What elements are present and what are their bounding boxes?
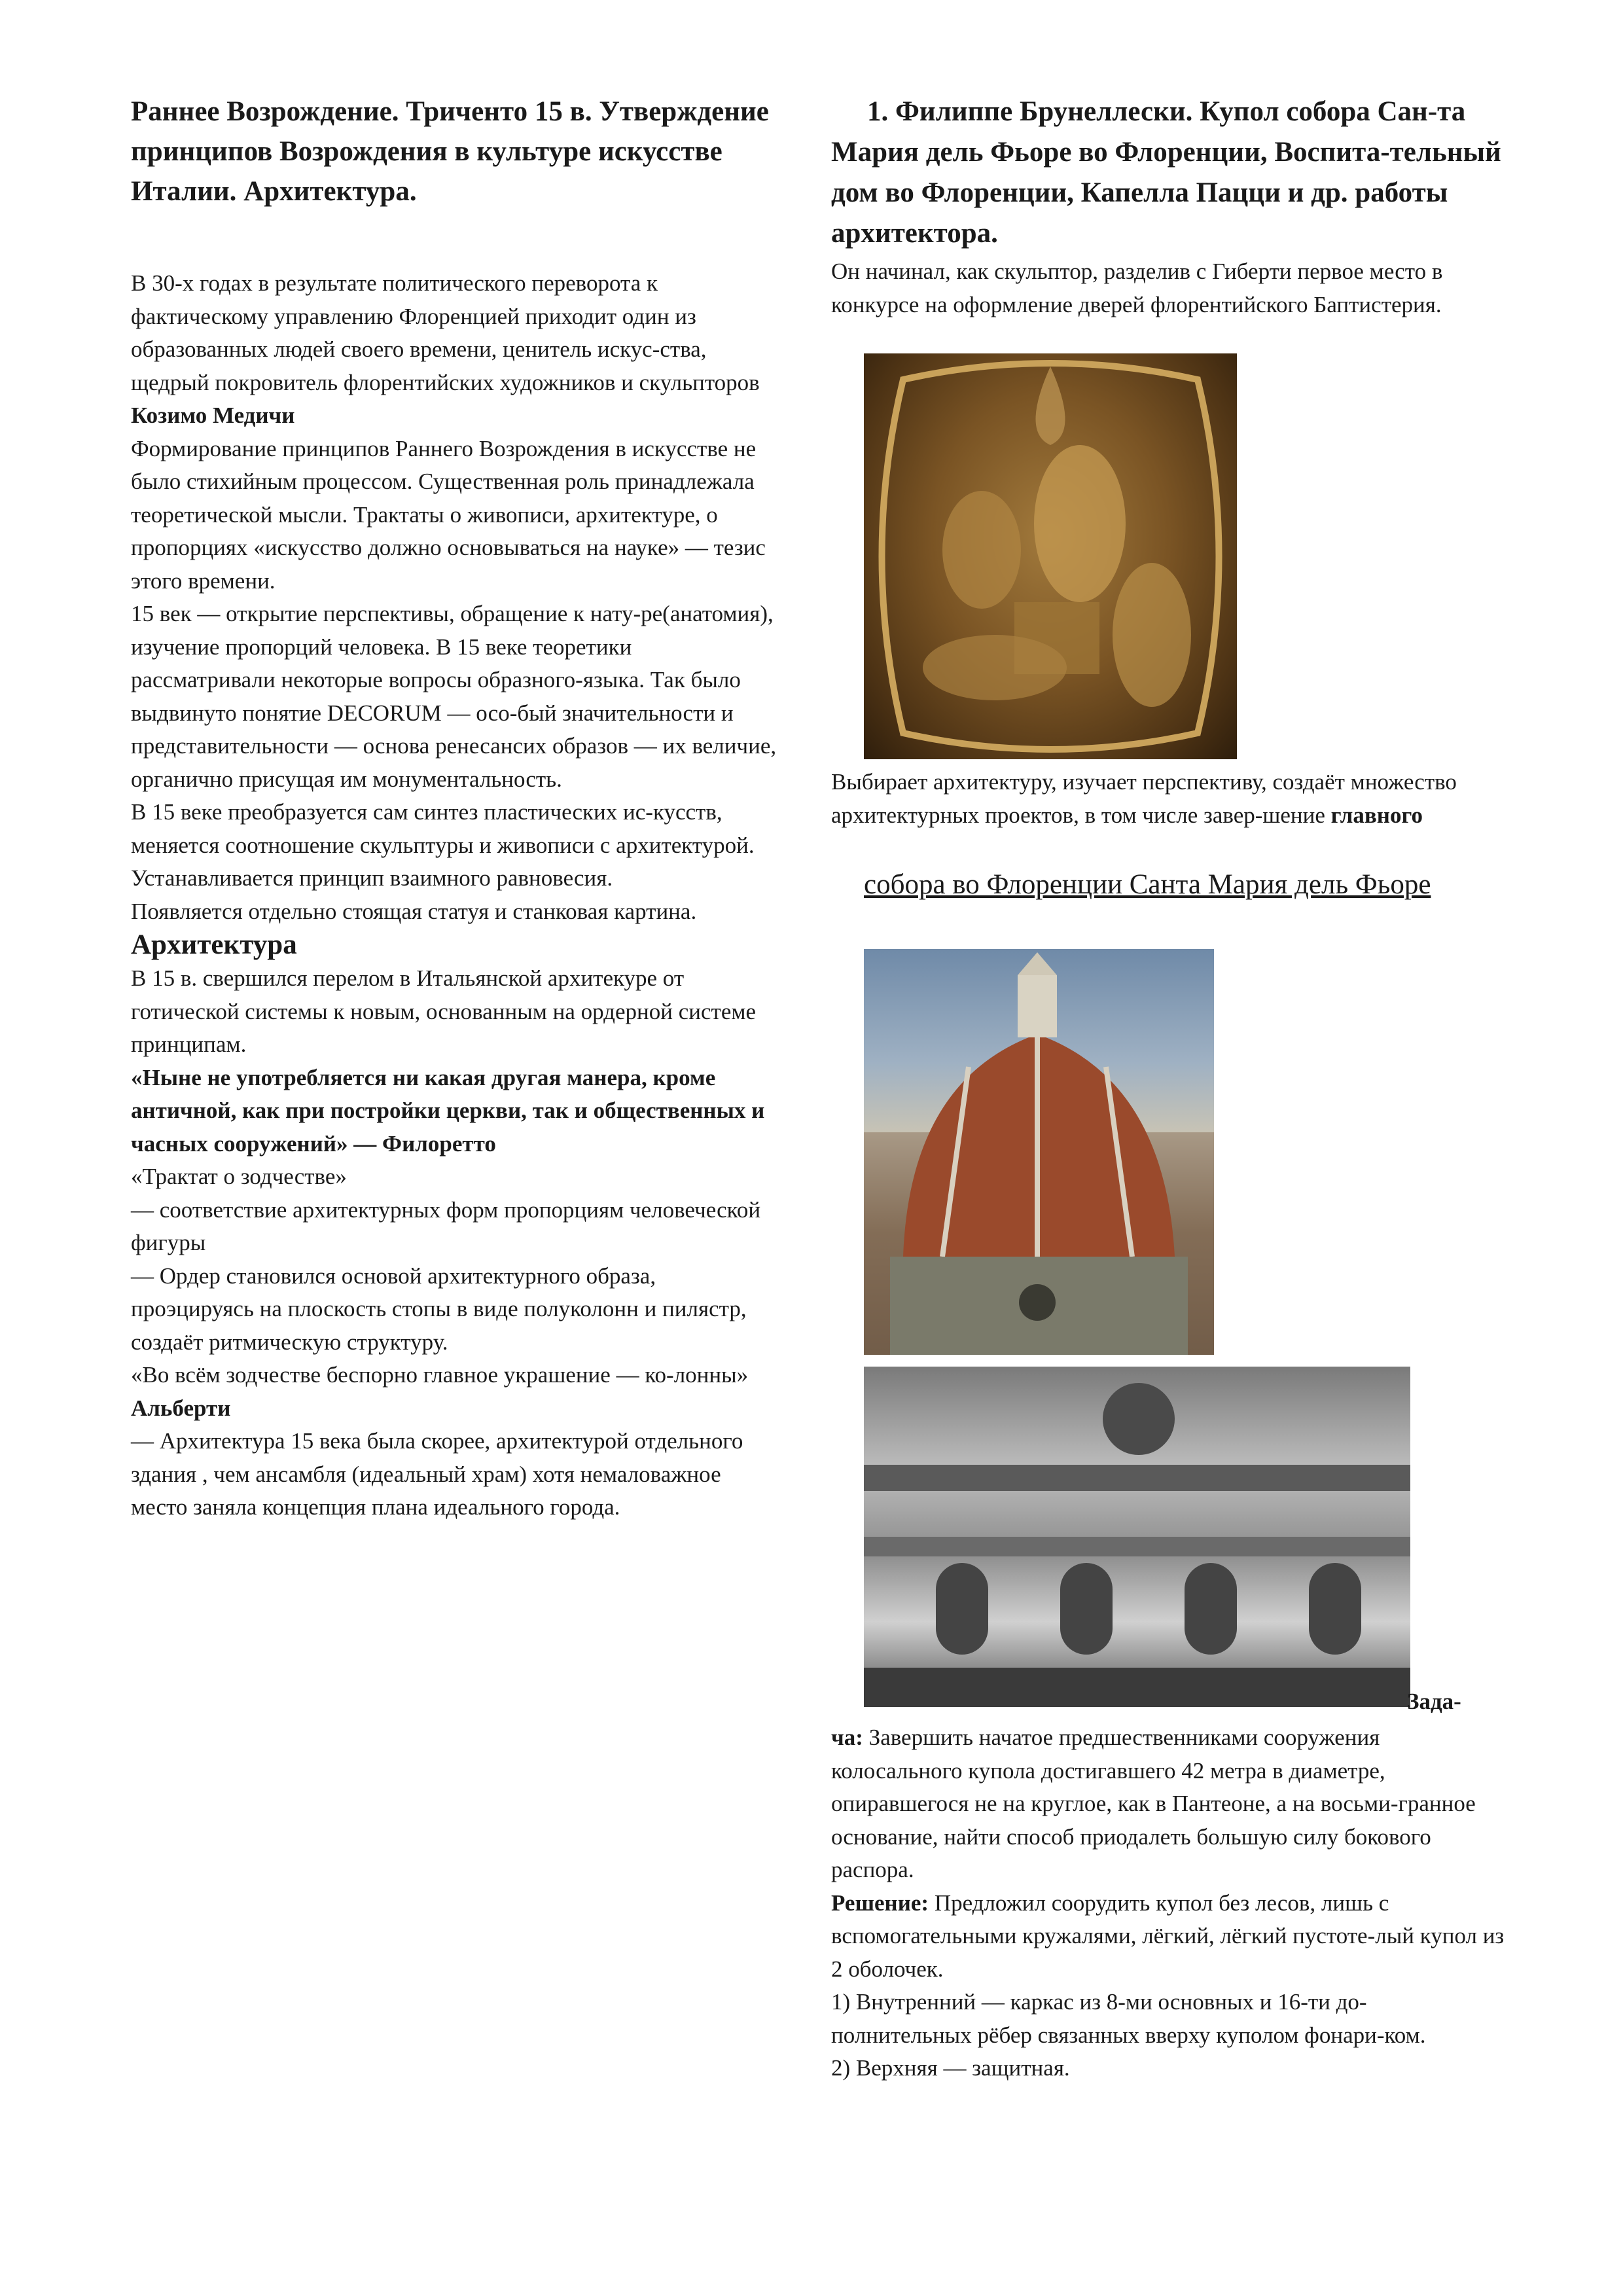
ghiberti-door-relief-image [864, 353, 1237, 759]
solution-label: Решение: [831, 1890, 929, 1916]
dome-drawing [864, 949, 1214, 1355]
right-p2-bold: главного [1330, 802, 1423, 828]
task-label-start: Зада- [1407, 1689, 1461, 1714]
drum-drawing [864, 1367, 1410, 1707]
left-title: Раннее Возрождение. Триченто 15 в. Утверждение принципов Возрождения в культуре искусстве Италии. Архитектура. [131, 96, 769, 207]
alberti-name: Альберти [131, 1395, 231, 1421]
right-p2-text: Выбирает архитектуру, изучает перспективу, создаёт множество архитектурных проектов, в том числе завер-шение [831, 769, 1457, 828]
relief-drawing [864, 353, 1237, 759]
solution-text: Предложил соорудить купол без лесов, лишь с вспомогательными кружалями, лёгкий, лёгкий пустоте-лый купол из 2 оболочек. [831, 1890, 1505, 1982]
right-title: 1. Филиппе Брунеллески. Купол собора Сан-та Мария дель Фьоре во Флоренции, Воспита-тельный дом во Флоренции, Капелла Пацци и др. работы архитектора. [831, 96, 1501, 249]
task-label: ча: [831, 1725, 863, 1750]
left-paragraph-1 [131, 267, 779, 433]
cosimo-medici: Козимо Медичи [131, 403, 295, 428]
left-paragraph-11: — Архитектура 15 века была скорее, архитектурой отдельного здания , чем ансамбля (идеальный храм) хотя немаловажное место заняла концепция плана идеального города. [131, 1428, 743, 1520]
treatise-title: «Трактат о зодчестве» [131, 1164, 347, 1189]
left-p1-text: В 30-х годах в результате политического переворота к фактическому управлению Флоренцией приходит один из образованных людей своего времени, ценитель искус-ства, щедрый покровитель флорентийских художников и скульпторов [131, 270, 760, 395]
left-paragraph-2 [131, 433, 779, 598]
dome-drum-detail-image [864, 1367, 1410, 1707]
solution-item-1: 1) Внутренний — каркас из 8-ми основных и 16-ти до-полнительных рёбер связанных вверху куполом фонари-ком. [831, 1989, 1426, 2048]
alberti-quote: «Во всём зодчестве беспорно главное украшение — ко-лонны» [131, 1362, 749, 1388]
florence-cathedral-dome-image [864, 949, 1214, 1355]
task-paragraph [831, 1721, 1505, 1887]
left-paragraph-8: — соответствие архитектурных форм пропорциям человеческой фигуры [131, 1196, 761, 1255]
left-paragraph-6: В 15 в. свершился перелом в Итальянской архитекуре от готической системы к новым, основанным на ордерной системе принципам. [131, 965, 757, 1057]
right-paragraph-1: Он начинал, как скульптор, разделив с Гиберти первое место в конкурсе на оформление дверей флорентийского Баптистерия. [831, 259, 1443, 317]
left-paragraph-4: В 15 веке преобразуется сам синтез пластических ис-кусств, меняется соотношение скульптуры и живописи с архитектурой. Устанавливается принцип взаимного равновесия. [131, 799, 755, 891]
left-paragraph-10 [131, 1359, 779, 1425]
solution-paragraph [831, 1887, 1505, 1986]
right-intro [831, 255, 1505, 321]
architecture-subhead: Архитектура [131, 929, 297, 960]
left-body [131, 267, 779, 1524]
left-paragraph-5: Появляется отдельно стоящая статуя и станковая картина. [131, 898, 697, 924]
left-paragraph-9: — Ордер становился основой архитектурного образа, проэцируясь на плоскость стопы в виде полуколонн и пилястр, создаёт ритмическую структуру. [131, 1263, 747, 1355]
left-paragraph-7 [131, 1062, 779, 1194]
solution-item-2: 2) Верхняя — защитная. [831, 2055, 1070, 2081]
right-choice [831, 766, 1505, 832]
left-p2-text: Формирование принципов Раннего Возрождения в искусстве не было стихийным процессом. Существенная роль принадлежала теоретической мысли. Трактаты о живописи, архитектуре, о пропорциях «искусство должно основываться на науке» — тезис этого времени. [131, 435, 766, 594]
filarete-quote: «Ныне не употребляется ни какая другая манера, кроме античной, как при постройки церкви, так и общественных и часных сооружений» — Филоретто [131, 1064, 765, 1157]
right-task [831, 1721, 1505, 2085]
task-text: Завершить начатое предшественниками сооружения колосального купола достигавшего 42 метра в диаметре, опиравшегося не на круглое, как в Пантеоне, а на восьми-гранное основание, найти способ приодалеть большую силу бокового распора. [831, 1725, 1476, 1882]
left-column [131, 0, 779, 2296]
cathedral-caption-link[interactable]: собора во Флоренции Санта Мария дель Фьоре [864, 869, 1431, 900]
right-paragraph-2 [831, 766, 1505, 832]
left-paragraph-3: 15 век — открытие перспективы, обращение к нату-ре(анатомия), изучение пропорций человека. В 15 веке теоретики рассматривали некоторые вопросы образного-языка. Так было выдвинуто понятие DECORUM — осо-бый значительности и представительности — основа ренесансих образов — их величие, органично присущая им монументальность. [131, 601, 777, 792]
